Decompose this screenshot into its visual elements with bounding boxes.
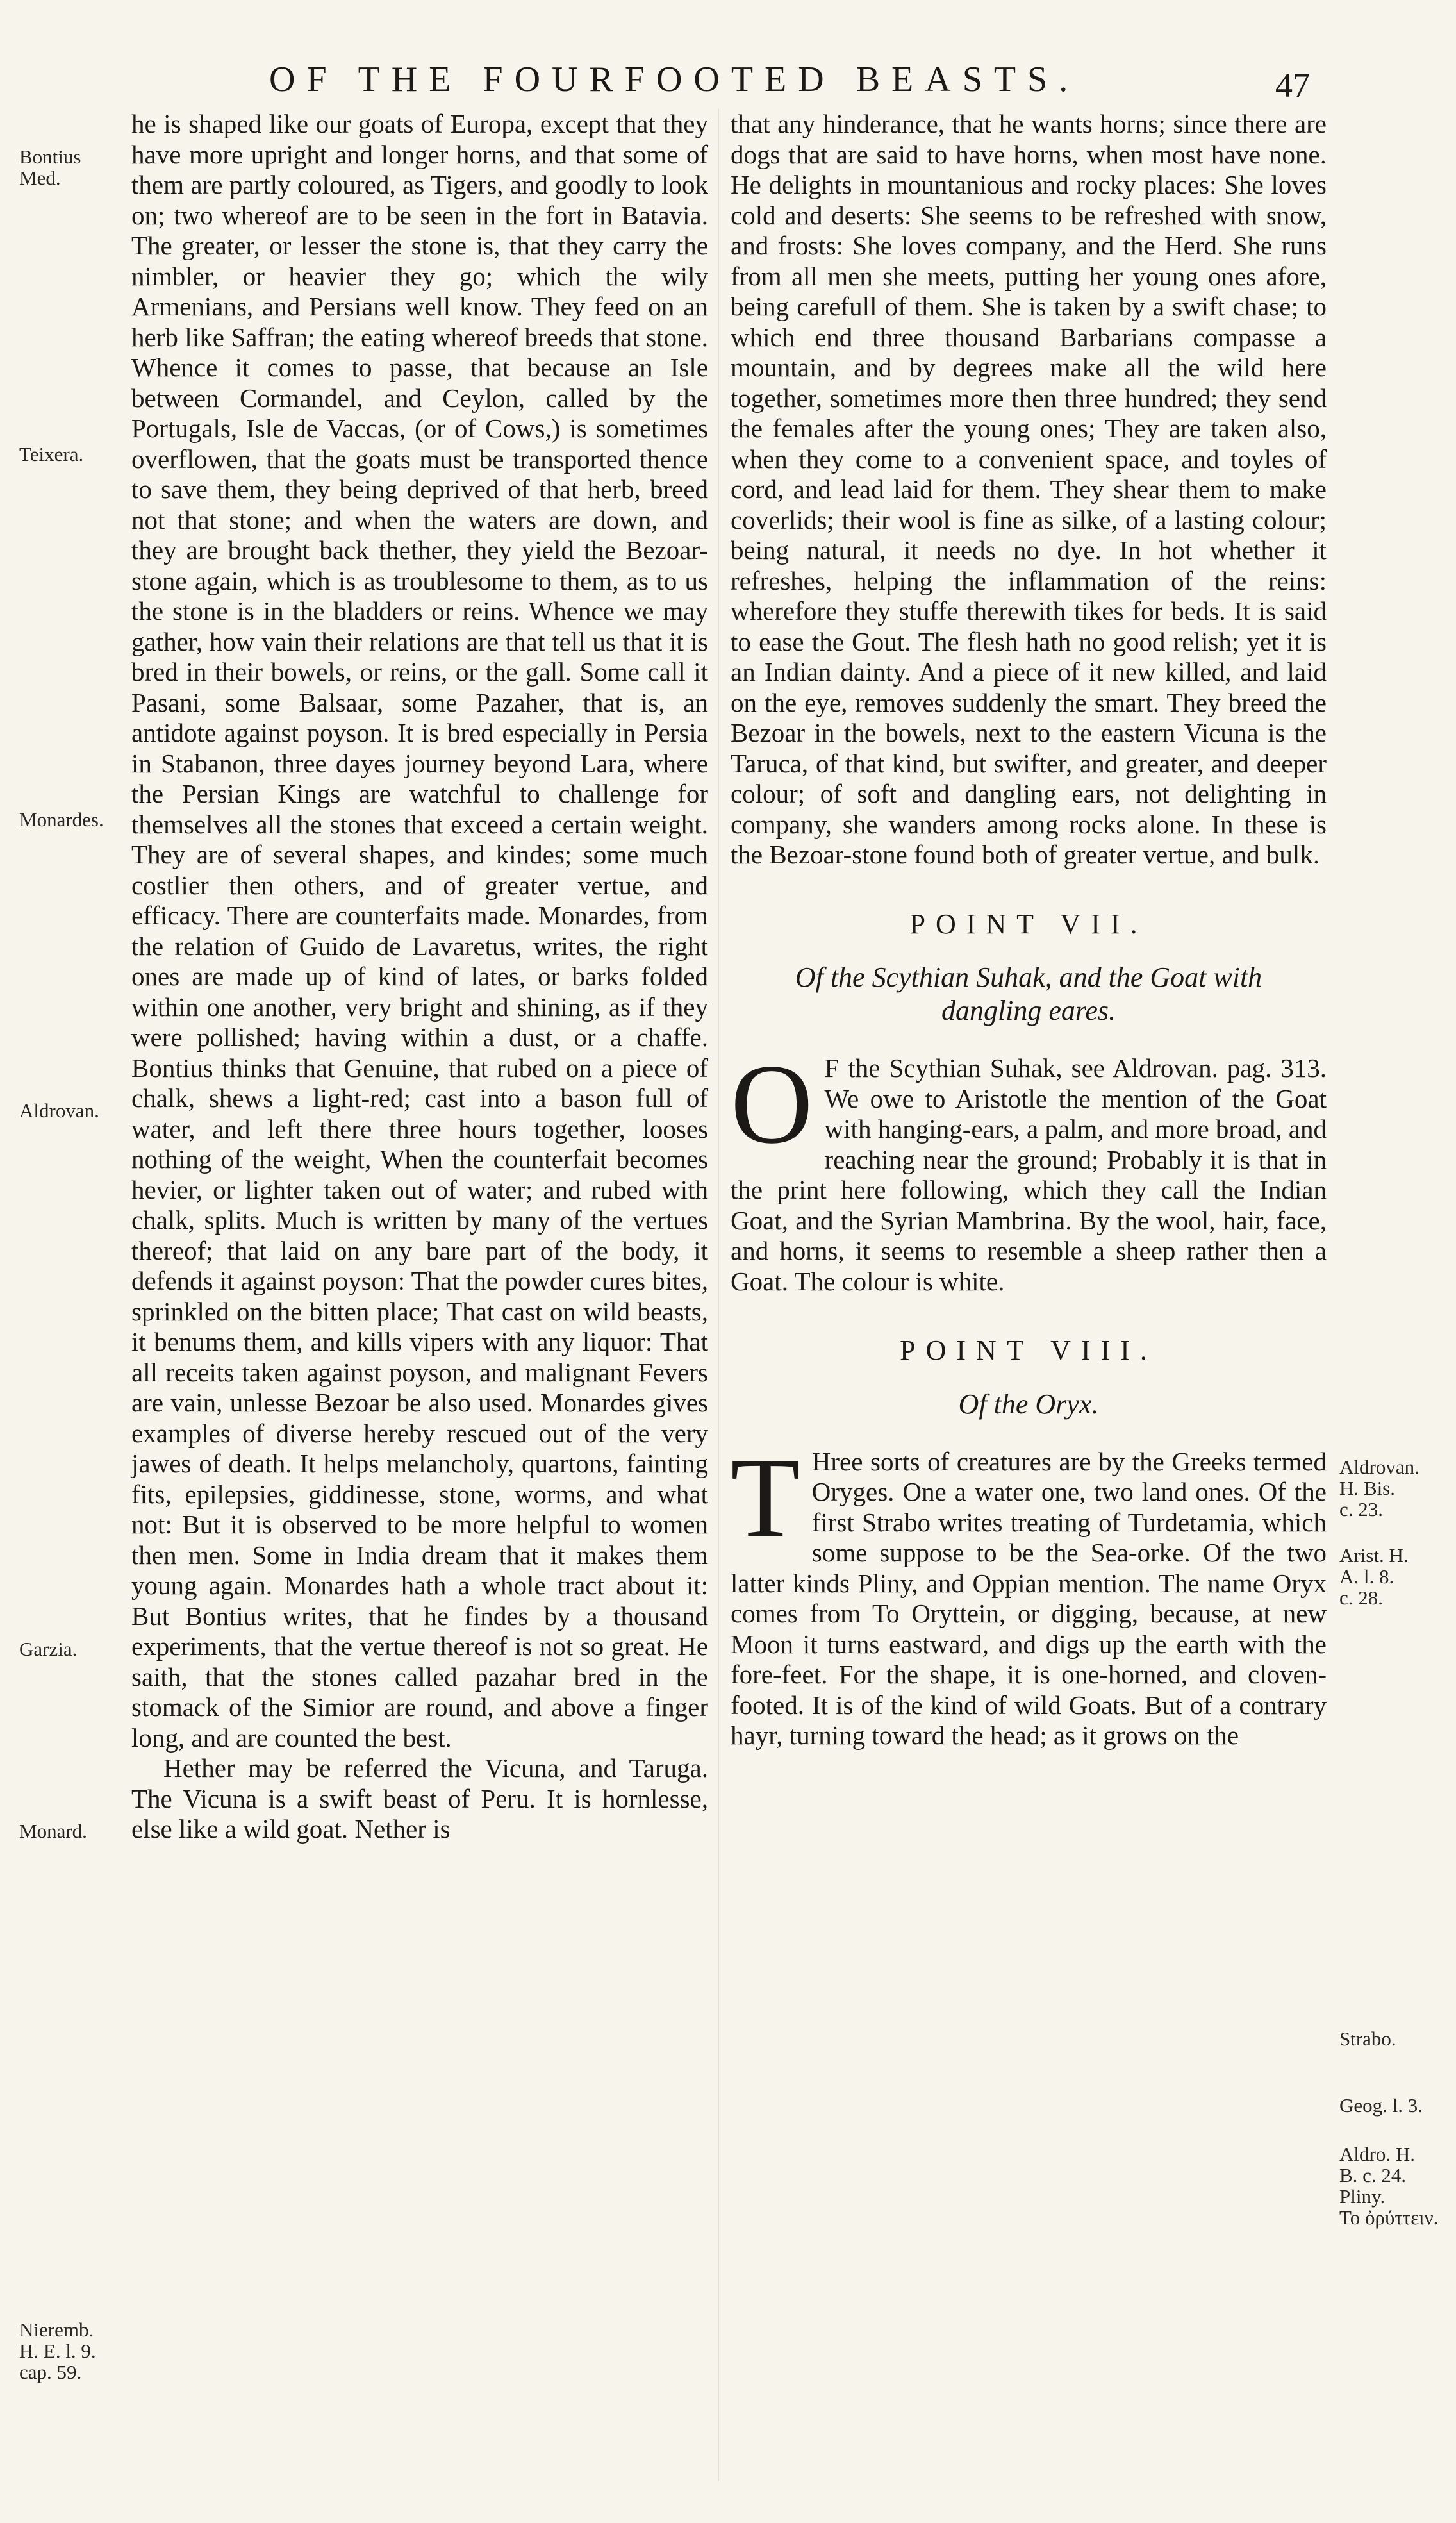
point-vii-text: F the Scythian Suhak, see Aldrovan. pag. 313. We owe to Aristotle the mention of the Goat with hanging-ears, a palm, and more broad, and reaching near the ground; Probably it is that in the print here following, which they call the Indian Goat, and the Syrian Mambrina. By the wool, hair, face, and horns, it seems to resemble a sheep rather then a Goat. The colour is white. (731, 1053, 1327, 1296)
margin-note-monard: Monard. (19, 1820, 87, 1842)
margin-note-arist: Arist. H. A. l. 8. c. 28. (1339, 1544, 1409, 1609)
margin-note-teixera: Teixera. (19, 443, 84, 465)
point-vii-title: Of the Scythian Suhak, and the Goat with dangling eares. (795, 962, 1262, 1026)
margin-note-nieremb: Nieremb. H. E. l. 9. cap. 59. (19, 2319, 96, 2383)
left-column-text: he is shaped like our goats of Europa, except that they have more upright and longer horns, and that some of them are partly coloured, as Tigers, and goodly to look on; two whereof are to be seen in the fort in Batavia. The greater, or lesser the stone is, that they carry the nimbler, or heavier they go; which the wily Armenians, and Persians well know. They feed on an herb like Saffran; the eating whereof breeds that stone. Whence it comes to passe, that because an Isle between Cormandel, and Ceylon, called by the Portugals, Isle de Vaccas, (or of Cows,) is sometimes overflowen, that the goats must be transported thence to save them, they being deprived of that herb, breed not that stone; and when the waters are down, and they are brought back thether, they yield the Bezoar-stone again, which is as troublesome to them, as to us the stone is in the bladders or reins. Whence we may gather, how vain their relations are that tell us that it is bred in their bowels, or reins, or the gall. Some call it Pasani, some Balsaar, some Pazaher, that is, an antidote against poyson. It is bred especially in Persia in Stabanon, three dayes journey beyond Lara, where the Persian Kings are watchful to challenge for themselves all the stones that exceed a certain weight. They are of several shapes, and kindes; some much costlier then others, and of greater vertue, and efficacy. There are counterfaits made. Monardes, from the relation of Guido de Lavaretus, writes, the right ones are made up of kind of lates, or barks folded within one another, very bright and shining, as if they were pollished; having within a dust, or a chaffe. Bontius thinks that Genuine, that rubed on a piece of chalk, shews a light-red; cast into a bason full of water, and left there three hours together, looses nothing of the weight, When the counterfait becomes hevier, or lighter taken out of water; and rubed with chalk, splits. Much is written by many of the vertues thereof; that laid on any bare part of the body, it defends it against poyson: That the powder cures bites, sprinkled on the bitten place; That cast on wild beasts, it benums them, and kills vipers with any liquor: That all receits taken against poyson, and malignant Fevers are vain, unlesse Bezoar be also used. Monardes gives examples of diverse hereby rescued out of the very jawes of death. It helps melancholy, quartons, fainting fits, epilepsies, giddinesse, stone, worms, and what not: But it is observed to be more helpful to women then men. Some in India dream that it makes them young again. Monardes hath a whole tract about it: But Bontius writes, that he findes by a thousand experiments, that the vertue thereof is not so great. He saith, that the stones called pazahar bred in the stomack of the Simior are round, and above a finger long, and are counted the best. (131, 109, 708, 1753)
running-title: OF THE FOURFOOTED BEASTS. (269, 60, 1080, 99)
left-column (131, 109, 708, 1845)
point-viii-body (731, 1433, 1327, 1751)
point-vii-body (731, 1040, 1327, 1297)
page-number: 47 (1275, 66, 1310, 104)
point-viii-text: Hree sorts of creatures are by the Greeks termed Oryges. One a water one, two land ones. Of the first Strabo writes treating of Turdetamia, which some suppose to be the Sea-orke. Of the two latter kinds Pliny, and Oppian mention. The name Oryx comes from To Oryttein, or digging, because, at new Moon it turns eastward, and digs up the earth with the fore-feet. For the shape, it is one-horned, and cloven-footed. It is of the kind of wild Goats. But of a contrary hayr, turning toward the head; as it grows on the (731, 1446, 1327, 1750)
margin-note-bontius: Bontius Med. (19, 146, 81, 189)
point-viii-title: Of the Oryx. (958, 1388, 1099, 1420)
drop-cap-o: O (731, 1040, 813, 1167)
margin-note-aldrovan: Aldrovan. (19, 1099, 99, 1122)
right-column-text: that any hinderance, that he wants horns; since there are dogs that are said to have horns, when most have none. He delights in mountanious and rocky places: She loves cold and deserts: She seems to be refreshed with snow, and frosts: She loves company, and the Herd. She runs from all men she meets, putting her young ones afore, being carefull of them. She is taken by a swift chase; to which end three thousand Barbarians compasse a mountain, and by degrees make all the wild here together, sometimes more then three hundred; they send the females after the young ones; They are taken also, when they come to a convenient space, and toyles of cord, and lead laid for them. They shear them to make coverlids; their wool is fine as silke, of a lasting colour; being natural, it needs no dye. In hot whether it refreshes, helping the inflammation of the reins: wherefore they stuffe therewith tikes for beds. It is said to ease the Gout. The flesh hath no good relish; yet it is an Indian dainty. And a piece of it new killed, and laid on the eye, removes suddenly the smart. They breed the Bezoar in the bowels, next to the eastern Vicuna is the Taruca, of that kind, but swifter, and greater, and deeper colour; of soft and dangling ears, not delighting in company, she wanders among rocks alone. In these is the Bezoar-stone found both of greater vertue, and bulk. (731, 109, 1327, 869)
point-vii-heading: POINT VII. (909, 908, 1148, 940)
margin-note-garzia: Garzia. (19, 1638, 78, 1660)
margin-note-strabo: Strabo. (1339, 2028, 1396, 2050)
margin-note-geog: Geog. l. 3. (1339, 2094, 1423, 2117)
drop-cap-t: T (731, 1433, 800, 1561)
margin-note-aldrovan-hbis: Aldrovan. H. Bis. c. 23. (1339, 1456, 1419, 1520)
margin-note-aldro-h: Aldro. H. B. c. 24. Pliny. To ὀρύττειν. (1339, 2143, 1439, 2229)
running-header (0, 59, 1456, 110)
left-column-paragraph-vicuna: Hether may be referred the Vicuna, and Taruga. The Vicuna is a swift beast of Peru. It is hornlesse, else like a wild goat. Nether is (131, 1753, 708, 1844)
right-column (731, 109, 1327, 1751)
column-gutter (718, 109, 719, 2481)
margin-note-monardes: Monardes. (19, 808, 104, 831)
point-viii-heading: POINT VIII. (900, 1335, 1157, 1366)
